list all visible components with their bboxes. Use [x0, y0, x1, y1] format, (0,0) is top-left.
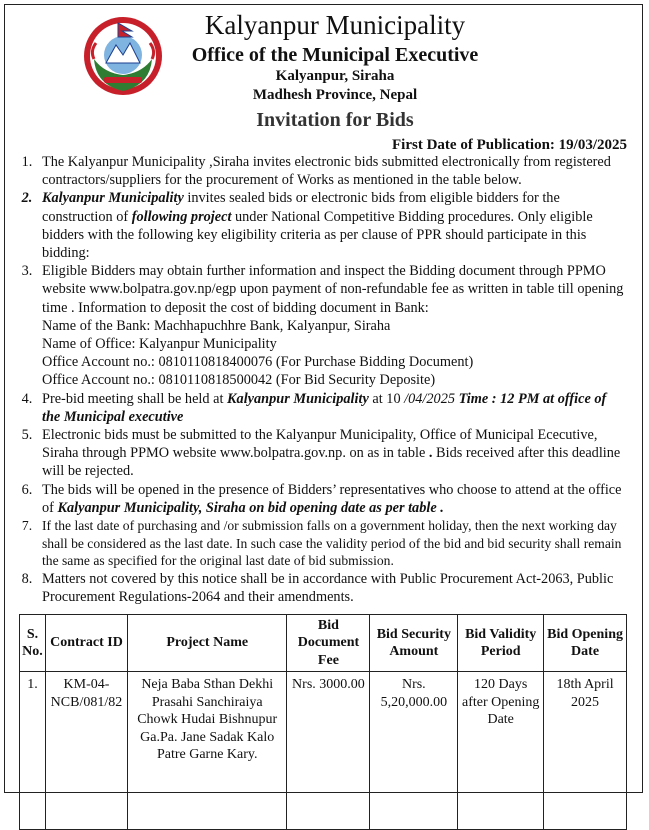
cell-bid-document-fee: Nrs. 3000.00 [287, 672, 370, 830]
item-text: The bids will be opened in the presence of Bidders’ representatives who choose to attend at the office of Kalyanpur Municipality, Siraha on bid opening date as per table . [42, 481, 622, 516]
municipality-title: Kalyanpur Municipality [204, 10, 466, 40]
cell-sno: 1. [20, 672, 46, 830]
item-number: 7. [21, 518, 33, 534]
notice-title: Invitation for Bids [256, 109, 414, 131]
cell-bid-security-amount: Nrs. 5,20,000.00 [370, 672, 458, 830]
cell-bid-opening-date: 18th April 2025 [544, 672, 627, 830]
item-text: Matters not covered by this notice shall be in accordance with Public Procurement Act-2063, Public Procurement Regulations-2064 and their amendments. [42, 570, 614, 605]
list-item [12, 390, 626, 426]
list-item [12, 517, 626, 570]
list-item [12, 426, 626, 481]
column-header-bid-validity-period: Bid Validity Period [458, 615, 544, 672]
notice-body [12, 153, 626, 606]
bank-name: Name of the Bank: Machhapuchhre Bank, Kalyanpur, Siraha [42, 317, 391, 334]
column-header-bid-security-amount: Bid Security Amount [370, 615, 458, 672]
item-text: Eligible Bidders may obtain further information and inspect the Bidding document through PPMO website www.bolpatra.gov.np/egp upon payment of non-refundable fee as written in table till opening time . Information to deposit the cost of bidding document in Bank: Name of the Bank: Machhapuchhre Bank, Kalyanpur, Siraha Name of Office: Kalyanpur Municipality Office Account no.: 0810110818400076 (For Purchase Bidding Document) Office Account no.: 0810110818500042 (For Bid Security Deposite) [42, 263, 624, 389]
list-item [12, 570, 626, 606]
item-text: Pre-bid meeting shall be held at Kalyanpur Municipality at 10 /04/2025 Time : 12 PM at office of the Municipal executive [42, 390, 607, 425]
item-number: 2. [21, 190, 33, 207]
column-header-bid-opening-date: Bid Opening Date [544, 615, 627, 672]
office-name: Name of Office: Kalyanpur Municipality [42, 336, 277, 353]
column-header-sno: S. No. [20, 615, 46, 672]
address-line-2: Madhesh Province, Nepal [252, 87, 418, 103]
column-header-project-name: Project Name [127, 615, 287, 672]
account-number-2: Office Account no.: 0810110818500042 (For Bid Security Deposite) [42, 372, 436, 389]
address-line-1: Kalyanpur, Siraha [275, 68, 395, 84]
item-text: Electronic bids must be submitted to the Kalyanpur Municipality, Office of Municipal Ececutive, Siraha through PPMO website www.bolpatra.gov.np. on as in table . Bids received after this deadline will be rejected. [42, 427, 621, 480]
item-number: 4. [21, 390, 33, 407]
publication-date: First Date of Publication: 19/03/2025 [392, 137, 627, 153]
office-title: Office of the Municipal Executive [191, 44, 479, 66]
bid-table [19, 614, 627, 830]
item-number: 3. [21, 263, 33, 280]
cell-contract-id: KM-04-NCB/081/82 [45, 672, 127, 830]
account-number-1: Office Account no.: 0810110818400076 (For Purchase Bidding Document) [42, 354, 474, 371]
list-item [12, 262, 626, 389]
table-row [20, 672, 627, 830]
item-number: 6. [21, 481, 33, 498]
item-number: 5. [21, 427, 33, 444]
item-number: 8. [21, 570, 33, 587]
column-header-contract-id: Contract ID [45, 615, 127, 672]
column-header-bid-document-fee: Bid Document Fee [287, 615, 370, 672]
list-item [12, 189, 626, 262]
list-item [12, 153, 626, 189]
cell-bid-validity-period: 120 Days after Opening Date [458, 672, 544, 830]
item-text: If the last date of purchasing and /or submission falls on a government holiday, then the next working day shall be considered as the last date. In such case the validity period of the bid and bid security shall remain the same as specified for the original last date of bid submission. [42, 518, 622, 569]
table-header-row [20, 615, 627, 672]
cell-project-name: Neja Baba Sthan Dekhi Prasahi Sanchiraiya Chowk Hudai Bishnupur Ga.Pa. Jane Sadak Kalo Patre Garne Kary. [127, 672, 287, 830]
list-item [12, 481, 626, 517]
item-text: Kalyanpur Municipality invites sealed bids or electronic bids from eligible bidders for the construction of following project under National Competitive Bidding procedures. Only eligible bidders with the following key eligibility criteria as per clause of PPR should participate in this bidding: [42, 190, 593, 262]
item-number: 1. [21, 154, 33, 170]
item-text: The Kalyanpur Municipality ,Siraha invites electronic bids submitted electronically from registered contractors/suppliers for the procurement of Works as mentioned in the table below. [42, 154, 611, 189]
